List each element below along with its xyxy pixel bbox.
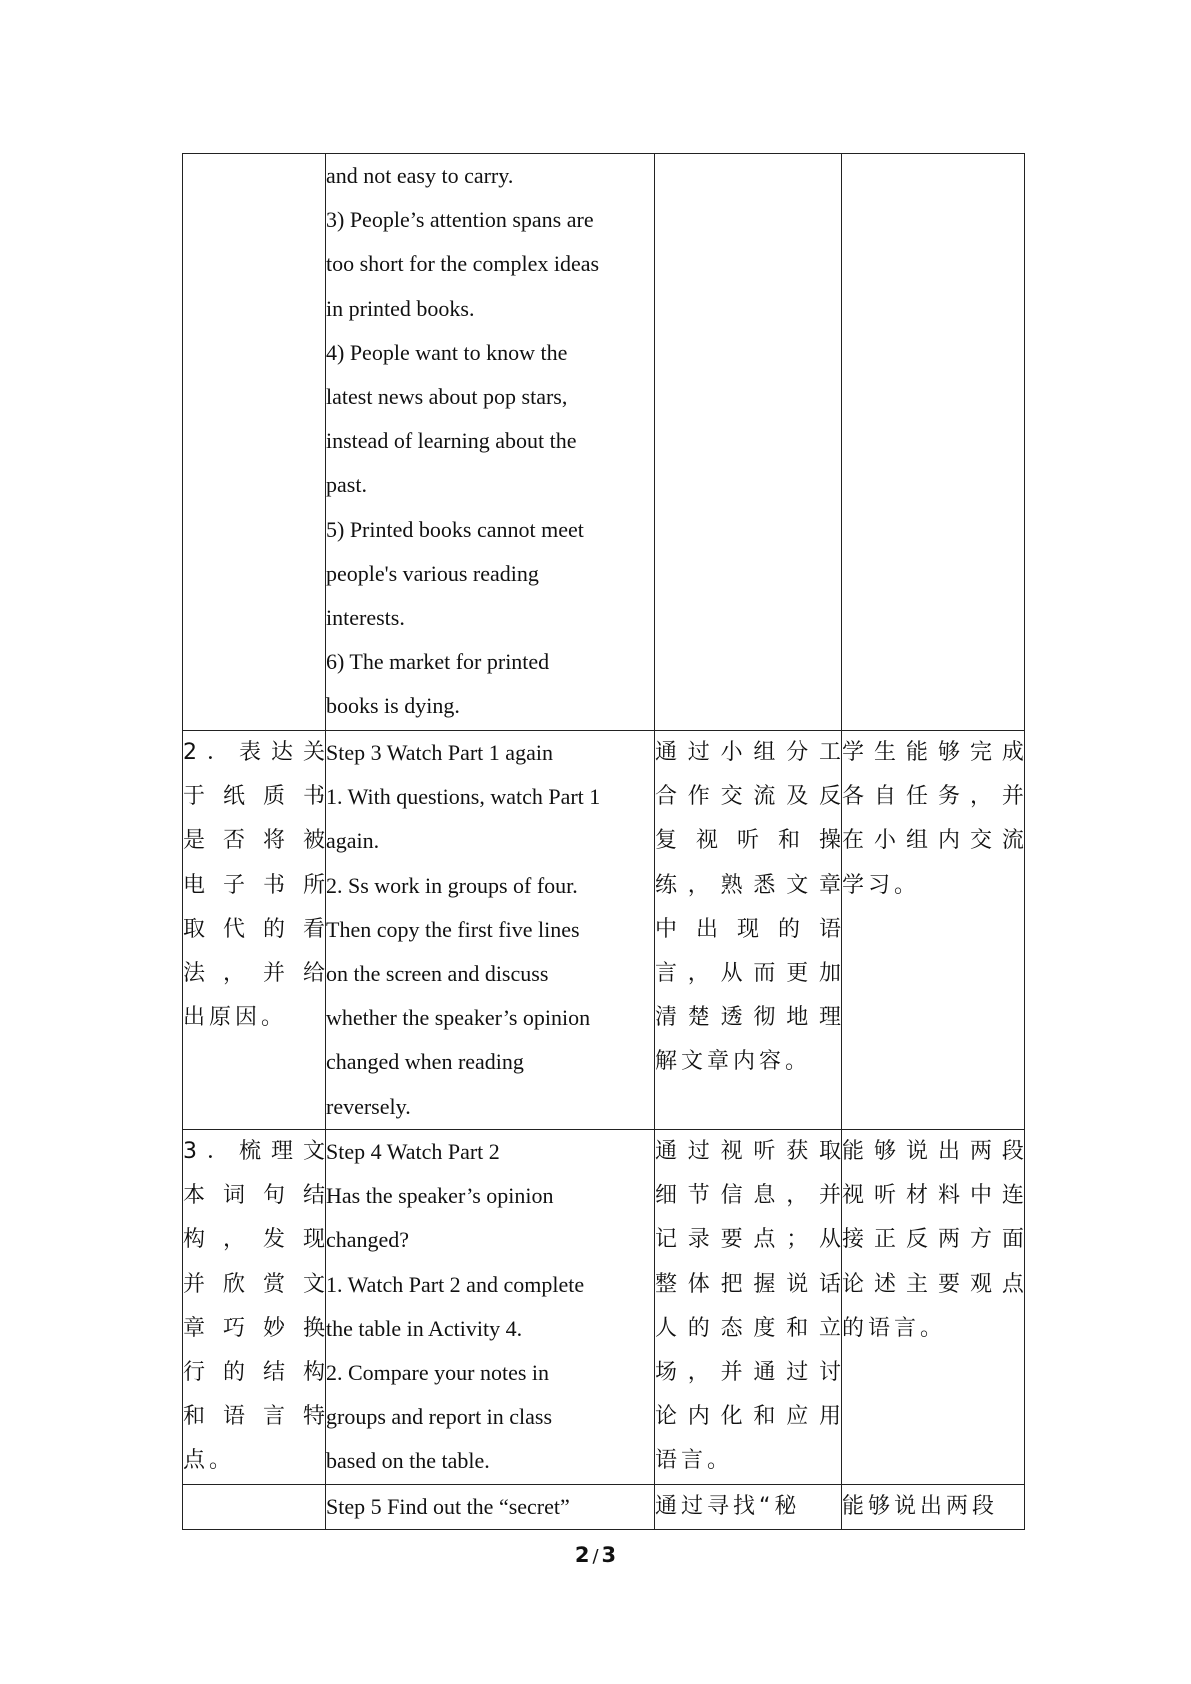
outcome-cell (842, 1485, 1025, 1530)
text-line: Then copy the first five lines (326, 916, 580, 942)
text-line: interests. (326, 605, 405, 631)
intent-cell (655, 731, 842, 1130)
text-line: 合 作 交 流 及 反 (655, 784, 841, 810)
text-line: 整 体 把 握 说 话 (655, 1271, 841, 1297)
text-line: 3) People’s attention spans are (326, 207, 594, 233)
text-line: 2 ． 表 达 关 (183, 740, 325, 765)
text-line: books is dying. (326, 693, 460, 719)
text-line: and not easy to carry. (326, 163, 514, 188)
objective-cell (183, 1130, 326, 1485)
text-line: 学习。 (842, 872, 921, 898)
text-line: in printed books. (326, 295, 475, 321)
text-line: 接 正 反 两 方 面 (842, 1227, 1024, 1253)
text-line: 2. Ss work in groups of four. (326, 872, 578, 898)
table-row (183, 1130, 1025, 1485)
text-line: 行 的 结 构 (183, 1360, 325, 1386)
text-line: past. (326, 472, 367, 498)
text-line: 通过寻找“秘 (655, 1494, 801, 1519)
text-line: 章 巧 妙 换 (183, 1315, 325, 1341)
text-line: 2. Compare your notes in (326, 1360, 550, 1386)
text-line: 并 欣 赏 文 (183, 1271, 325, 1297)
text-line: 记 录 要 点 ； 从 (655, 1227, 841, 1253)
outcome-cell (842, 1130, 1025, 1485)
text-line: 学 生 能 够 完 成 (842, 740, 1024, 765)
text-line: groups and report in class (326, 1404, 553, 1430)
activity-cell (326, 1485, 655, 1530)
text-line: 构 ， 发 现 (183, 1227, 325, 1253)
activity-cell (326, 731, 655, 1130)
text-line: changed? (326, 1227, 410, 1253)
text-line: 5) Printed books cannot meet (326, 516, 584, 542)
text-line: 6) The market for printed (326, 649, 550, 675)
text-line: 解文章内容。 (655, 1049, 812, 1075)
text-line: 取 代 的 看 (183, 916, 325, 942)
lesson-plan-table (182, 153, 1025, 1530)
text-line: 于 纸 质 书 (183, 784, 325, 810)
text-line: changed when reading (326, 1049, 524, 1075)
text-line: 是 否 将 被 (183, 828, 325, 854)
text-line: Step 5 Find out the “secret” (326, 1494, 570, 1519)
intent-cell (655, 154, 842, 731)
text-line: 练 ， 熟 悉 文 章 (655, 872, 841, 898)
text-line: 各 自 任 务 ， 并 (842, 784, 1024, 810)
text-line: again. (326, 828, 380, 854)
text-line: 清 楚 透 彻 地 理 (655, 1005, 841, 1031)
text-line: reversely. (326, 1093, 411, 1119)
text-line: 能够说出两段 (842, 1494, 999, 1519)
text-line: 论 内 化 和 应 用 (655, 1404, 841, 1430)
outcome-cell (842, 731, 1025, 1130)
text-line: whether the speaker’s opinion (326, 1005, 591, 1031)
text-line: based on the table. (326, 1448, 490, 1474)
text-line: too short for the complex ideas (326, 251, 600, 277)
text-line: 出原因。 (183, 1005, 288, 1031)
activity-cell (326, 1130, 655, 1485)
text-line: 的语言。 (842, 1315, 947, 1341)
text-line: 细 节 信 息 ， 并 (655, 1183, 841, 1209)
text-line: 在 小 组 内 交 流 (842, 828, 1024, 854)
text-line: latest news about pop stars, (326, 384, 568, 410)
objective-cell (183, 731, 326, 1130)
text-line: 通 过 小 组 分 工 (655, 740, 841, 765)
text-line: 4) People want to know the (326, 339, 568, 365)
text-line: 和 语 言 特 (183, 1404, 325, 1430)
text-line: 通 过 视 听 获 取 (655, 1139, 841, 1164)
text-line: 3 ． 梳 理 文 (183, 1139, 325, 1164)
page-current: 2 (574, 1543, 590, 1567)
text-line: 语言。 (655, 1448, 734, 1474)
text-line: people's various reading (326, 560, 539, 586)
objective-cell (183, 1485, 326, 1530)
table-row (183, 731, 1025, 1130)
objective-cell (183, 154, 326, 731)
text-line: on the screen and discuss (326, 961, 549, 987)
table-row (183, 1485, 1025, 1530)
page-total: 3 (601, 1543, 617, 1567)
text-line: 场 ， 并 通 过 讨 (655, 1360, 841, 1386)
activity-cell (326, 154, 655, 731)
text-line: 1. With questions, watch Part 1 (326, 784, 601, 810)
text-line: 言 ， 从 而 更 加 (655, 961, 841, 987)
page-separator: / (592, 1546, 599, 1567)
text-line: 能 够 说 出 两 段 (842, 1139, 1024, 1164)
intent-cell (655, 1485, 842, 1530)
text-line: 电 子 书 所 (183, 872, 325, 898)
text-line: instead of learning about the (326, 428, 577, 454)
outcome-cell (842, 154, 1025, 731)
text-line: 视 听 材 料 中 连 (842, 1183, 1024, 1209)
text-line: Step 4 Watch Part 2 (326, 1139, 500, 1164)
text-line: the table in Activity 4. (326, 1315, 523, 1341)
text-line: 法 ， 并 给 (183, 961, 325, 987)
page-number (0, 1543, 1191, 1567)
text-line: Has the speaker’s opinion (326, 1183, 554, 1209)
text-line: 中 出 现 的 语 (655, 916, 841, 942)
text-line: Step 3 Watch Part 1 again (326, 740, 553, 765)
text-line: 人 的 态 度 和 立 (655, 1315, 841, 1341)
table-row (183, 154, 1025, 731)
text-line: 本 词 句 结 (183, 1183, 325, 1209)
text-line: 复 视 听 和 操 (655, 828, 841, 854)
text-line: 点。 (183, 1448, 236, 1474)
text-line: 论 述 主 要 观 点 (842, 1271, 1024, 1297)
intent-cell (655, 1130, 842, 1485)
text-line: 1. Watch Part 2 and complete (326, 1271, 585, 1297)
